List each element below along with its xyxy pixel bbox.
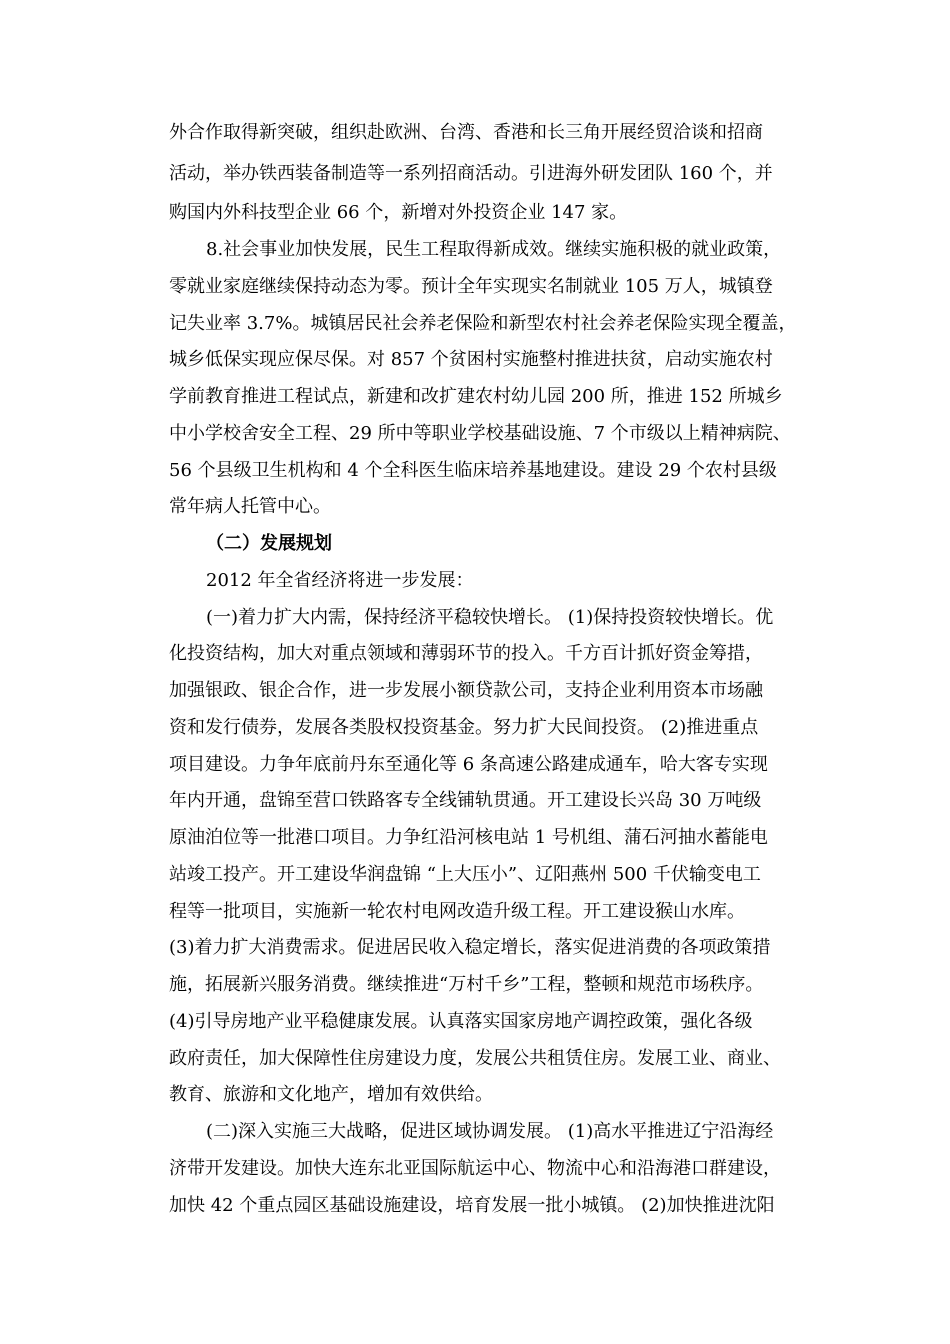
text-line: 资和发行债券，发展各类股权投资基金。努力扩大民间投资。 (2)推进重点: [169, 717, 759, 738]
text-line: 加强银政、银企合作，进一步发展小额贷款公司，支持企业利用资本市场融: [169, 680, 763, 701]
paragraph-start: (二)深入实施三大战略，促进区域协调发展。 (1)高水平推进辽宁沿海经: [206, 1121, 774, 1142]
text-line: 济带开发建设。加快大连东北亚国际航运中心、物流中心和沿海港口群建设，: [169, 1158, 781, 1179]
text-line: 项目建设。力争年底前丹东至通化等 6 条高速公路建成通车，哈大客专实现: [169, 754, 768, 775]
text-line: 中小学校舍安全工程、29 所中等职业学校基础设施、7 个市级以上精神病院、: [169, 423, 791, 444]
text-line: (3)着力扩大消费需求。促进居民收入稳定增长，落实促进消费的各项政策措: [169, 937, 771, 958]
text-line: 零就业家庭继续保持动态为零。预计全年实现实名制就业 105 万人，城镇登: [169, 276, 773, 297]
text-line: 程等一批项目，实施新一轮农村电网改造升级工程。开工建设猴山水库。: [169, 901, 745, 922]
text-line: 化投资结构，加大对重点领域和薄弱环节的投入。千方百计抓好资金筹措，: [169, 643, 763, 664]
paragraph-start: (一)着力扩大内需，保持经济平稳较快增长。 (1)保持投资较快增长。优: [206, 607, 774, 628]
text-line: 学前教育推进工程试点，新建和改扩建农村幼儿园 200 所，推进 152 所城乡: [169, 386, 783, 407]
text-line: 外合作取得新突破，组织赴欧洲、台湾、香港和长三角开展经贸洽谈和招商: [169, 122, 763, 143]
paragraph-intro: 2012 年全省经济将进一步发展：: [206, 570, 474, 591]
text-line: 城乡低保实现应保尽保。对 857 个贫困村实施整村推进扶贫，启动实施农村: [169, 349, 773, 370]
text-line: (4)引导房地产业平稳健康发展。认真落实国家房地产调控政策，强化各级: [169, 1011, 753, 1032]
text-line: 加快 42 个重点园区基础设施建设，培育发展一批小城镇。 (2)加快推进沈阳: [169, 1195, 775, 1216]
text-line: 施，拓展新兴服务消费。继续推进“万村千乡”工程，整顿和规范市场秩序。: [169, 974, 764, 995]
text-line: 教育、旅游和文化地产，增加有效供给。: [169, 1084, 493, 1105]
text-line: 购国内外科技型企业 66 个，新增对外投资企业 147 家。: [169, 202, 628, 223]
section-heading-item-8: 8.社会事业加快发展，民生工程取得新成效。继续实施积极的就业政策，: [206, 239, 782, 260]
text-line: 56 个县级卫生机构和 4 个全科医生临床培养基地建设。建设 29 个农村县级: [169, 460, 777, 481]
text-line: 站竣工投产。开工建设华润盘锦 “上大压小”、辽阳燕州 500 千伏输变电工: [169, 864, 761, 885]
text-line: 活动，举办铁西装备制造等一系列招商活动。引进海外研发团队 160 个，并: [169, 163, 773, 184]
section-heading: （二）发展规划: [206, 533, 332, 554]
text-line: 记失业率 3.7%。城镇居民社会养老保险和新型农村社会养老保险实现全覆盖，: [169, 313, 797, 334]
text-line: 年内开通，盘锦至营口铁路客专全线铺轨贯通。开工建设长兴岛 30 万吨级: [169, 790, 762, 811]
text-line: 政府责任，加大保障性住房建设力度，发展公共租赁住房。发展工业、商业、: [169, 1048, 781, 1069]
text-line: 原油泊位等一批港口项目。力争红沿河核电站 1 号机组、蒲石河抽水蓄能电: [169, 827, 768, 848]
text-line: 常年病人托管中心。: [169, 496, 331, 517]
